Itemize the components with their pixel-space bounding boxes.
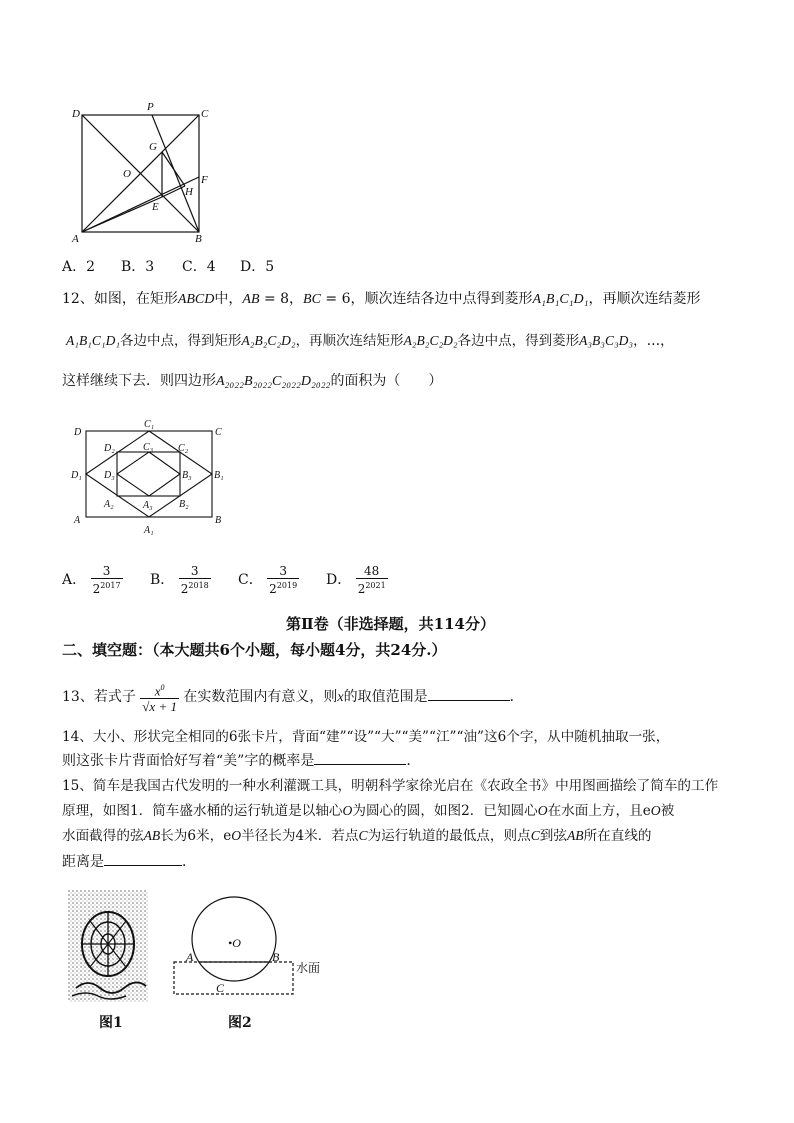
label12-c1: C₁ <box>144 419 155 430</box>
label12-a1: A₁ <box>144 525 154 536</box>
label15-a: A <box>186 950 194 964</box>
q14-line-1: 14、大小、形状完全相同的6张卡片，背面“建”“设”“大”“美”“江”“油”这6个字，从中随机抽取一张， <box>62 729 670 745</box>
label-c: C <box>201 108 209 120</box>
label-e: E <box>152 201 159 213</box>
segment-eh <box>162 186 185 197</box>
segment-pb <box>152 115 199 232</box>
q11-option-a: A．2 <box>62 259 96 275</box>
q11-geometry-figure <box>60 100 220 248</box>
label12-a3: A₃ <box>143 500 153 511</box>
label-o: O <box>123 168 131 180</box>
label-a: A <box>72 233 79 245</box>
label12-a2: A₂ <box>104 499 114 510</box>
segment-af <box>82 177 199 232</box>
q12-option-c: C． $\frac{3}{2^{2019}}$ <box>238 564 298 596</box>
label15-o: •O <box>228 936 241 950</box>
label-p: P <box>147 101 154 113</box>
label12-d2: D₂ <box>104 443 115 454</box>
label12-c3: C₃ <box>143 442 154 453</box>
label12-b3: B₃ <box>182 470 192 481</box>
q13-line: 13、若式子 $\frac{x^0}{√x + 1}$ 在实数范围内有意义，则x的取值范围是 ． <box>62 680 524 714</box>
q12-geometry-figure <box>66 415 246 540</box>
q12-option-a: A． $\frac{3}{2^{2017}}$ <box>62 564 121 596</box>
q15-line-3: 水面截得的弦AB长为6米，eO半径长为4米．若点C为运行轨道的最低点，则点C到弦AB所在直线的 <box>62 828 652 844</box>
label15-water: 水面 <box>296 961 321 975</box>
q11-option-b: B．3 <box>121 259 155 275</box>
segment-gh <box>162 152 185 186</box>
q12-line-1: 12、如图，在矩形ABCD中，AB = 8，BC = 6，顺次连结各边中点得到菱形A₁B₁C₁D₁，再顺次连结菱形 <box>62 291 701 307</box>
water-rectangle <box>174 962 293 994</box>
q11-option-c: C．4 <box>182 259 216 275</box>
label12-b1: B₁ <box>214 470 224 481</box>
label15-c: C <box>216 981 225 995</box>
label15-b: B <box>272 950 280 964</box>
label12-a: A <box>74 515 81 526</box>
q15-line-2: 原理，如图1．简车盛水桶的运行轨道是以轴心O为圆心的圆，如图2．已知圆心O在水面上方，且eO被 <box>62 803 675 819</box>
label-h: H <box>185 186 193 198</box>
q12-option-d: D． $\frac{48}{2^{2021}}$ <box>326 564 386 596</box>
figure2-circle-chord <box>170 885 340 1000</box>
section2-title: 二、填空题：（本大题共6个小题，每小题4分，共24分.） <box>62 641 447 659</box>
label-g: G <box>149 141 157 153</box>
label12-c: C <box>215 427 222 438</box>
q14-line-2: 则这张卡片背面恰好写着“美”字的概率是 ． <box>62 750 420 771</box>
q11-option-d: D．5 <box>240 259 275 275</box>
label-f: F <box>201 174 208 186</box>
label-b: B <box>195 233 202 245</box>
q12-line-3: 这样继续下去．则四边形A₂₀₂₂B₂₀₂₂C₂₀₂₂D₂₀₂₂的面积为（ ） <box>62 373 443 389</box>
rect-2 <box>117 452 180 496</box>
rhombus-3 <box>117 452 180 496</box>
label12-b2: B₂ <box>179 499 189 510</box>
label12-c2: C₂ <box>178 443 189 454</box>
q12-line-2: A₁B₁C₁D₁各边中点，得到矩形A₂B₂C₂D₂，再顺次连结矩形A₂B₂C₂D₂各边中点，得到菱形A₃B₃C₃D₃，…， <box>66 333 674 349</box>
label12-d: D <box>74 427 82 438</box>
q12-option-b: B． $\frac{3}{2^{2018}}$ <box>150 564 209 596</box>
label12-d3: D₃ <box>104 470 115 481</box>
label12-d1: D₁ <box>71 470 82 481</box>
label12-b: B <box>215 515 222 526</box>
figure2-caption: 图2 <box>228 1015 252 1031</box>
part2-title: 第Ⅱ卷（非选择题，共114分） <box>286 615 495 633</box>
label-d: D <box>72 108 80 120</box>
waterwheel-illustration <box>68 890 148 1002</box>
q15-line-1: 15、简车是我国古代发明的一种水利灌溉工具，明朝科学家徐光启在《农政全书》中用图画描绘了简车的工作 <box>62 778 719 794</box>
figure1-caption: 图1 <box>99 1015 123 1031</box>
q15-line-4: 距离是 ． <box>62 851 196 872</box>
